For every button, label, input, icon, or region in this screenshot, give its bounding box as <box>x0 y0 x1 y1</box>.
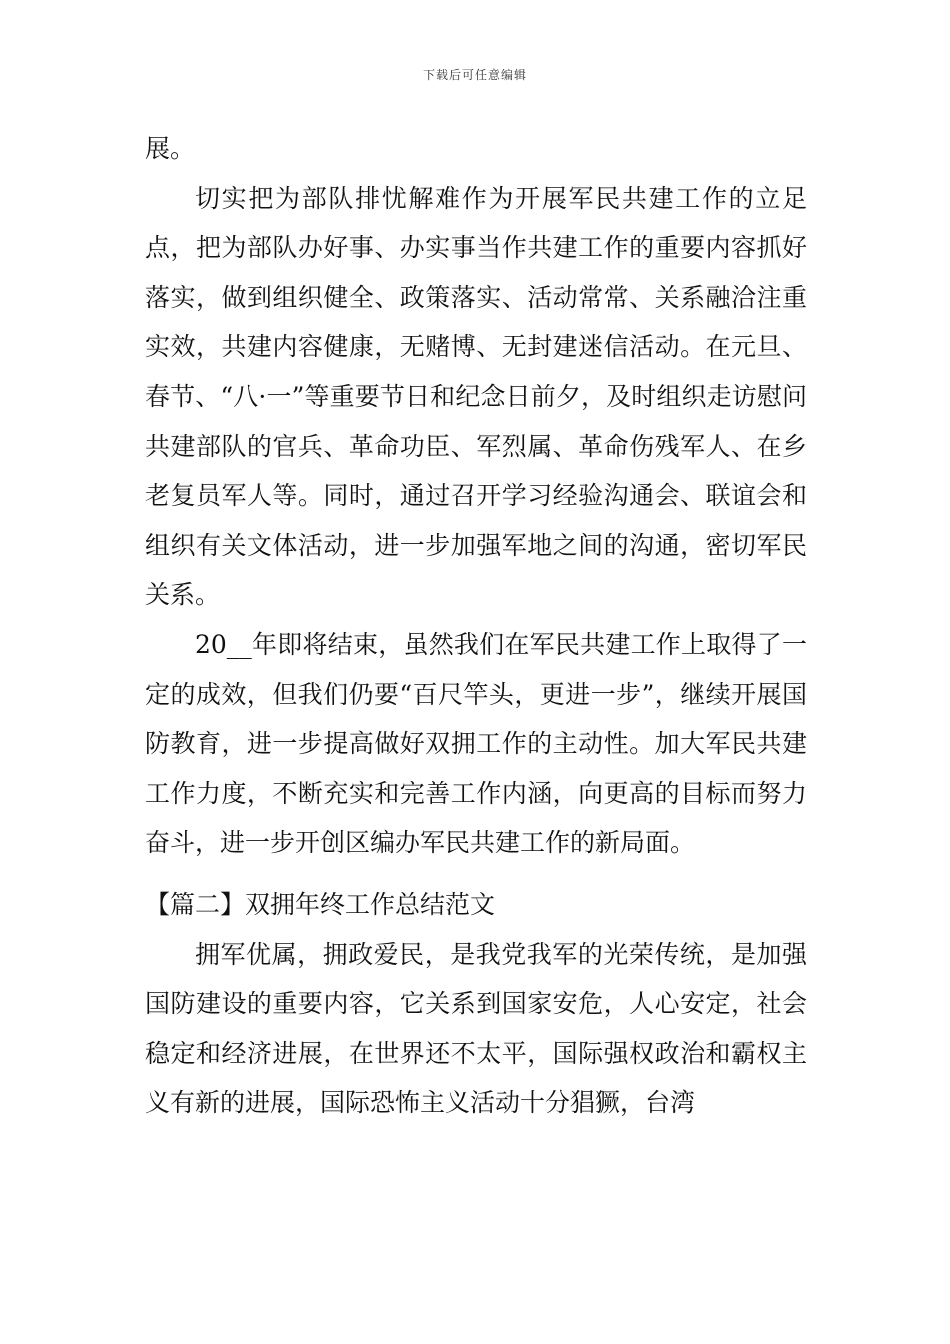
section-heading: 【篇二】双拥年终工作总结范文 <box>145 889 496 919</box>
paragraph: 切实把为部队排忧解难作为开展军民共建工作的立足点，把为部队办好事、办实事当作共建工作的重要内容抓好落实，做到组织健全、政策落实、活动常常、关系融洽注重实效，共建内容健康，无赌博、无封建迷信活动。在元旦、春节、“八·一”等重要节日和纪念日前夕，及时组织走访慰问共建部队的官兵、革命功臣、军烈属、革命伤残军人、在乡老复员军人等。同时，通过召开学习经验沟通会、联谊会和组织有关文体活动，进一步加强军地之间的沟通，密切军民关系。 <box>145 183 807 610</box>
paragraph: 20__年即将结束，虽然我们在军民共建工作上取得了一定的成效，但我们仍要“百尺竿头，更进一步”，继续开展国防教育，进一步提高做好双拥工作的主动性。加大军民共建工作力度，不断充实和完善工作内涵，向更高的目标而努力奋斗，进一步开创区编办军民共建工作的新局面。 <box>145 629 807 858</box>
page-header: 下载后可任意编辑 <box>422 68 527 82</box>
document-body <box>145 124 807 1128</box>
paragraph: 拥军优属，拥政爱民，是我党我军的光荣传统，是加强国防建设的重要内容，它关系到国家安危，人心安定，社会稳定和经济进展，在世界还不太平，国际强权政治和霸权主义有新的进展，国际恐怖主义活动十分猖獗，台湾 <box>145 939 807 1118</box>
paragraph-continuation: 展。 <box>145 134 196 163</box>
